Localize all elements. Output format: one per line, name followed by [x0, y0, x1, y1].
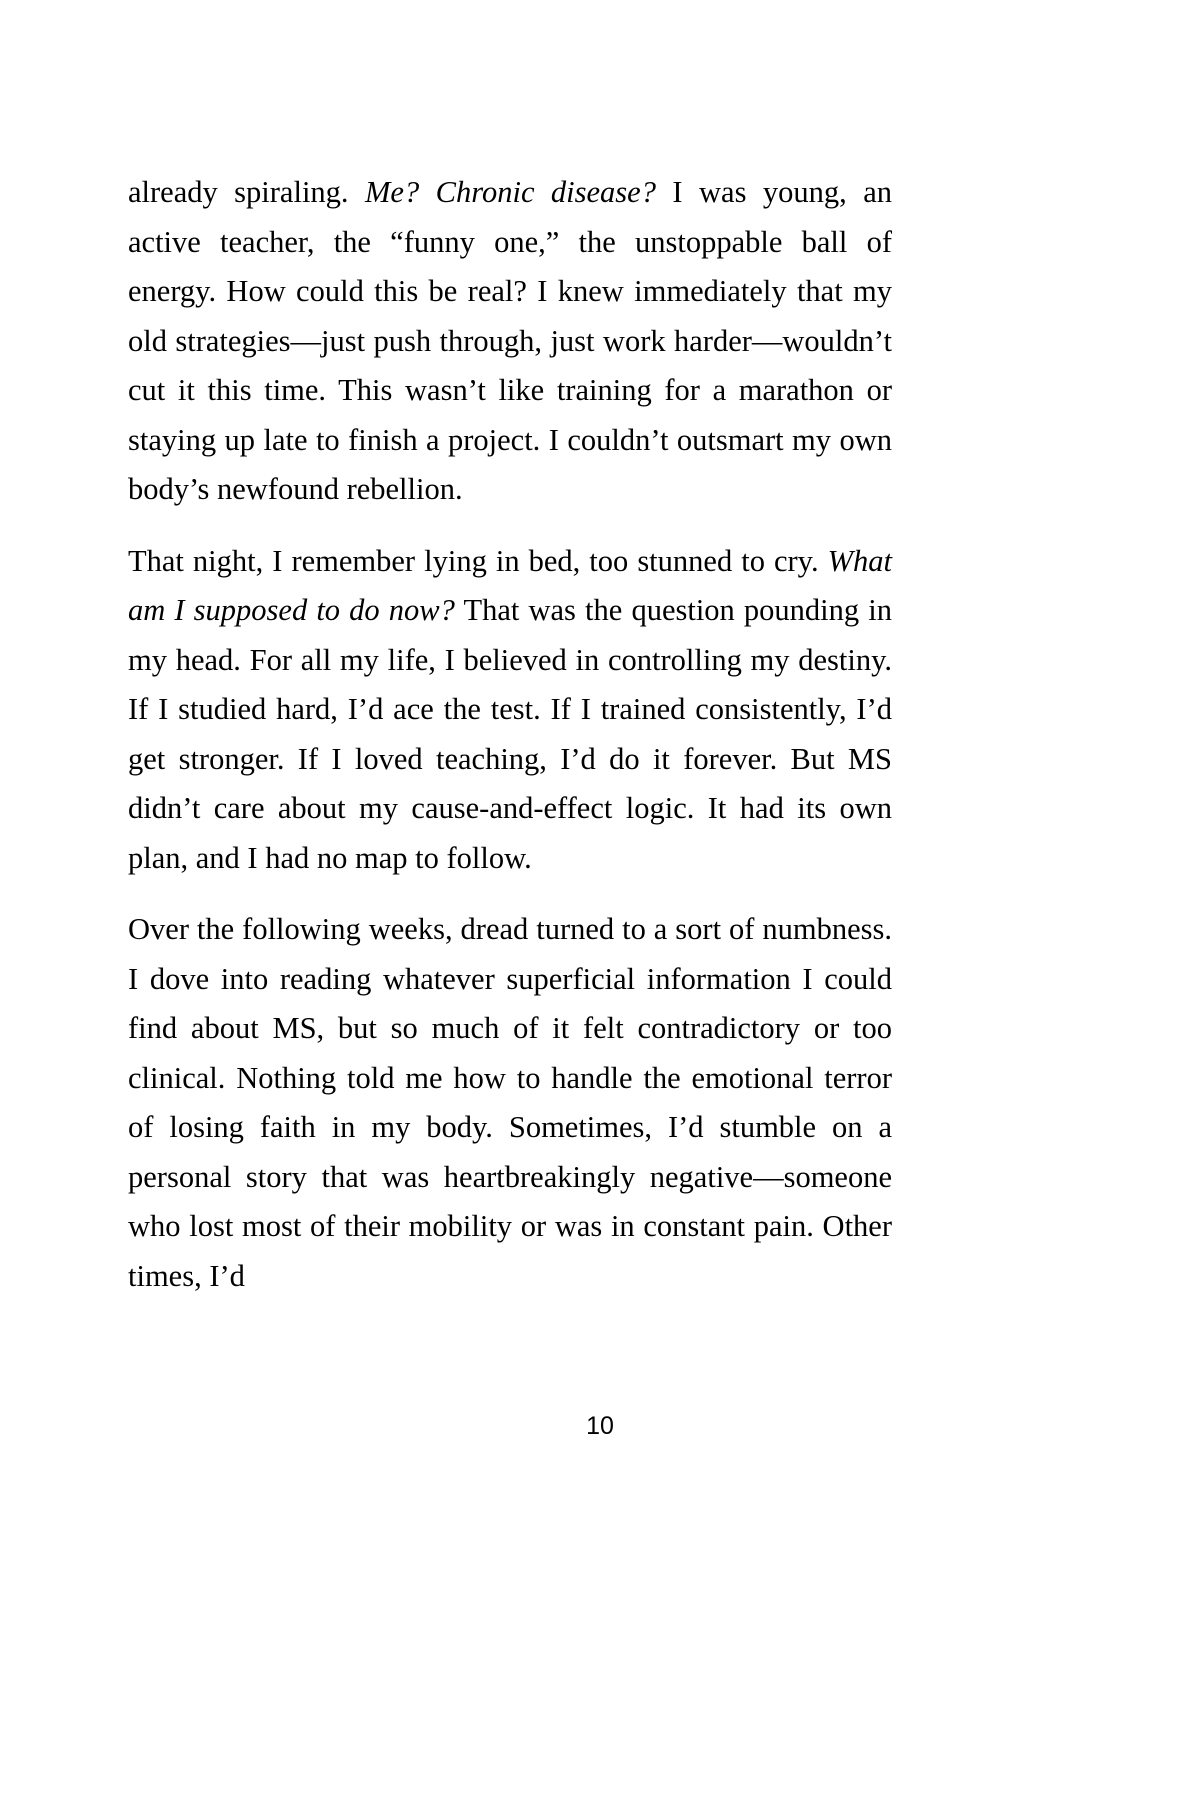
text-run-italic: What am I supposed to do now? — [128, 543, 892, 627]
page-body-text — [128, 168, 892, 1301]
text-run: Over the following weeks, dread turned to a sort of numbness. I dove into reading whatever superficial information I could find about MS, but so much of it felt contradictory or too clinical. Nothing told me how to handle the emotional terror of losing faith in my body. Sometimes, I’d stumble on a personal story that was heartbreakingly negative—someone who lost most of their mobility or was in constant pain. Other times, I’d — [128, 912, 892, 1293]
page-number: 10 — [586, 1412, 614, 1440]
paragraph — [128, 168, 892, 515]
text-run: already spiraling. — [128, 175, 365, 209]
paragraph — [128, 905, 892, 1301]
text-run: I was young, an active teacher, the “funny one,” the unstoppable ball of energy. How could this be real? I knew immediately that my old strategies—just push through, just work harder—wouldn’t cut it this time. This wasn’t like training for a marathon or staying up late to finish a project. I couldn’t outsmart my own body’s newfound rebellion. — [128, 175, 892, 506]
paragraph — [128, 537, 892, 884]
text-run-italic: Me? Chronic disease? — [365, 175, 656, 209]
text-run: That night, I remember lying in bed, too stunned to cry. — [128, 543, 828, 578]
text-run: That was the question pounding in my head. For all my life, I believed in controlling my destiny. If I studied hard, I’d ace the test. If I trained consistently, I’d get stronger. If I loved teaching, I’d do it forever. But MS didn’t care about my cause-and-effect logic. It had its own plan, and I had no map to follow. — [128, 593, 892, 875]
